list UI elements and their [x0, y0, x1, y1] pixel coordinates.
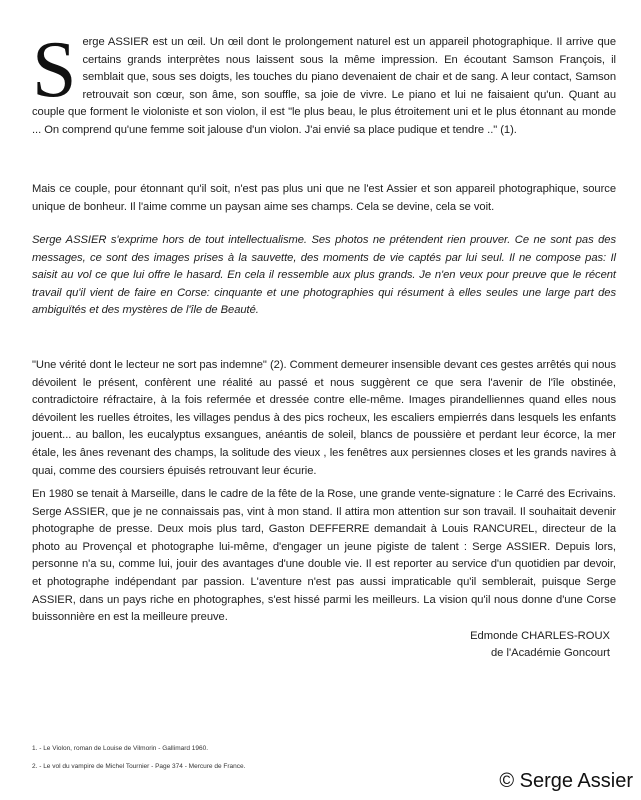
paragraph-couple: Mais ce couple, pour étonnant qu'il soit, n'est pas plus uni que ne l'est Assier et son appareil photographique, source unique de bonheur. Il l'aime comme un paysan aime ses champs. Cela se devine, cela se voit. — [32, 183, 616, 213]
footnote-2: 2. - Le vol du vampire de Michel Tournier - Page 374 - Mercure de France. — [32, 763, 246, 770]
signature-block — [470, 628, 610, 662]
paragraph-intro — [32, 26, 616, 140]
footnote-1: 1. - Le Violon, roman de Louise de Vilmorin - Gallimard 1960. — [32, 745, 209, 752]
copyright-notice: © Serge Assier — [499, 770, 633, 792]
paragraph-intro-text: erge ASSIER est un œil. Un œil dont le prolongement naturel est un appareil photographique. Il arrive que certains grands interprètes nous laissent sous la même impression. En écoutant Samson François, il semblait que, sous ses doigts, les touches du piano devenaient de chair et de sang. A leur contact, Samson retrouvait son cœur, son âme, son souffle, sa joie de vivre. Le piano et lui ne faisaient qu'un. Quant au couple que forment le violoniste et son violon, il est "le plus beau, le plus étroitement uni et le plus étonnant au monde ... On comprend qu'une femme soit jalouse d'un violon. J'ai envié sa place pudique et tendre .." (1). — [32, 36, 616, 136]
signature-name: Edmonde CHARLES-ROUX — [470, 630, 610, 642]
paragraph-italic: Serge ASSIER s'exprime hors de tout intellectualisme. Ses photos ne prétendent rien prouver. Ce ne sont pas des messages, ce sont des images prises à la sauvette, des moments de vie captés par lui seul. Il ne compose pas: Il saisit au vol ce que lui offre le hasard. En cela il ressemble aux plus grands. Je n'en veux pour preuve que le récent travail qu'il vient de faire en Corse: cinquante et une photographies qui résument à elles seules une large part des ambiguïtés et des mystères de l'île de Beauté. — [32, 234, 616, 317]
signature-title: de l'Académie Goncourt — [490, 647, 610, 659]
drop-cap: S — [32, 26, 77, 114]
paragraph-1980: En 1980 se tenait à Marseille, dans le cadre de la fête de la Rose, une grande vente-signature : le Carré des Ecrivains. Serge ASSIER, que je ne connaissais pas, vint à mon stand. Il attira mon attention sur son travail. Il souhaitait devenir photographe de presse. Deux mois plus tard, Gaston DEFFERRE demandait à Louis RANCUREL, directeur de la photo au Provençal et photographe lui-même, d'engager un jeune pigiste de talent : Serge ASSIER. Depuis lors, personne n'a su, comme lui, jouir des avantages d'une double vie. Il est reporter au service d'un quotidien par devoir, et photographe indépendant par passion. L'aventure n'est pas aussi impraticable qu'il semblerait, puisque Serge ASSIER, dans un pays riche en photographes, s'est hissé parmi les meilleurs. La vision qu'il nous donne d'une Corse buissonnière en est la meilleure preuve. — [32, 488, 616, 624]
footnotes — [32, 740, 432, 776]
paragraph-verite: "Une vérité dont le lecteur ne sort pas indemne" (2). Comment demeurer insensible devant ces gestes arrêtés qui nous dévoilent le présent, confèrent une réalité au passé et nous suggèrent ce que sera l'avenir de l'île obstinée, contradictoire réfractaire, à la fois refermée et dressée contre elle-même. Images pirandelliennes quand elles nous dévoilent les ruelles étroites, les villages pendus à des pics rocheux, les escaliers empierrés dans lesquels les enfants jouent... au ballon, les eucalyptus exsangues, anéantis de soleil, blancs de poussière et perdant leur écorce, la mer étale, les ânes revenant des champs, la solitude des vieux , les fenêtres aux persiennes closes et les grands navires à quai, comme des coursiers épuisés retrouvant leur écurie. — [32, 359, 616, 477]
